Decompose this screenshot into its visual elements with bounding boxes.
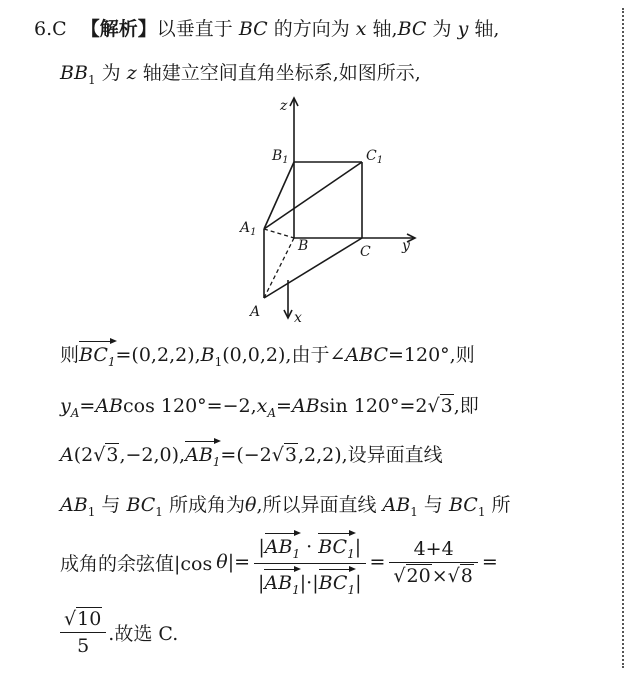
label-z: z [280,98,288,114]
hidden-edge-a1-b [264,229,294,238]
final-answer-line [60,608,178,657]
text-seg: 为 [432,18,452,40]
text-seg: sin 120°=2 [319,395,428,417]
angle-theta-line [60,490,511,519]
cosine-formula-line [60,528,498,597]
text-seg: = [481,551,498,574]
fraction-numeric: $\frac{4+4}{√20\times√8}$ [389,538,477,587]
text-seg: ,所以异面直线 [256,494,377,516]
math-x: x [355,18,367,40]
fraction-result: $\frac{√10}{5}$ [60,608,106,657]
text-seg: 以垂直于 [156,18,233,40]
subscript: 1 [87,504,96,519]
label-c: C [360,244,371,260]
sqrt-3: 3 [284,444,297,466]
coordinate-figure [230,90,430,330]
label-b: B [298,238,309,254]
sqrt-3: 3 [106,444,119,466]
subscript: A [267,405,277,420]
vector-ab1: $AB_1$ [185,444,221,469]
text-seg: 轴建立空间直角坐标系,如图所示, [142,62,421,84]
point-a-line: $A(2√3,-2,0),AB_1=(-2√3,2,2)$,设异面直线 [60,444,443,469]
math-theta: θ [216,551,228,574]
text-seg: ,−2,0), [119,444,186,466]
conclusion-text: .故选 C. [108,623,179,645]
math-bb1: BB [60,62,88,84]
subscript: 1 [155,504,163,519]
math-theta: θ [245,494,257,516]
sqrt-3: 3 [440,395,453,417]
math-ab: AB [382,494,411,516]
math-ya: y [60,395,71,417]
subscript: 1 [87,72,96,87]
text-seg: 为 [101,62,121,84]
text-seg: 所 [491,494,511,516]
subscript: 1 [410,504,418,519]
math-ab: AB [60,494,88,516]
text-seg: 的方向为 [273,18,350,40]
text-seg: =(−2 [220,444,272,466]
math-ab: AB [291,395,320,417]
math-bc: BC [238,18,268,40]
right-dotted-border [622,8,624,668]
label-y: y [402,238,410,254]
edge-a-c [264,238,362,298]
math-ab: AB [95,395,124,417]
text-seg: 轴, [372,18,398,40]
math-b1: B [200,344,215,366]
math-z: z [126,62,137,84]
axis-setup-line [60,58,421,87]
label-b1: $B_1$ [272,148,289,166]
text-seg: |= [227,551,251,574]
analysis-label: 【解析】 [80,18,157,40]
label-a1: $A_1$ [240,220,257,238]
math-bc: BC [448,494,478,516]
math-bc: BC [126,494,156,516]
math-y: y [457,18,469,40]
math-abc: ABC [345,344,388,366]
text-seg: 成角的余弦值|cos [60,552,213,575]
answer-letter: C [52,18,67,40]
ya-xa-line: $y_A=ABcos$ $120^\circ=-2,x_A=ABsin$ 120°=2√3,即 [60,395,479,420]
text-seg: = [276,395,292,417]
math-bc: BC [397,18,427,40]
subscript: 1 [477,504,486,519]
text-seg: (0,0,2),由于∠ [222,344,346,366]
subscript: 1 [214,354,223,369]
text-seg: = [369,551,386,574]
text-seg: = [79,395,96,417]
text-seg: 与 [423,494,443,516]
math-a: A [60,444,74,466]
text-seg: (2 [73,444,94,466]
label-x: x [294,310,302,326]
text-seg: ,即 [453,395,479,417]
text-seg: 轴, [474,18,500,40]
text-seg: 则 [60,344,80,366]
label-a: A [250,304,261,320]
fraction-vectors: $\frac{|AB_1 \cdot BC_1|}{|AB_1|\cdot|BC_1|}$ [254,528,365,597]
text-seg: 所成角为 [168,494,245,516]
text-seg: =120°,则 [387,344,475,366]
vector-bc1-line [60,340,475,369]
question-number: 6. [34,18,53,40]
math-xa: x [256,395,268,417]
subscript: A [70,405,80,420]
text-seg: cos 120°=−2, [123,395,257,417]
answer-header-line [34,14,499,41]
text-seg: ,2,2),设异面直线 [297,444,443,466]
text-seg: =(0,2,2), [115,344,201,366]
label-c1: $C_1$ [366,148,384,166]
text-seg: 与 [101,494,121,516]
vector-bc1: $BC_1$ [79,344,116,369]
